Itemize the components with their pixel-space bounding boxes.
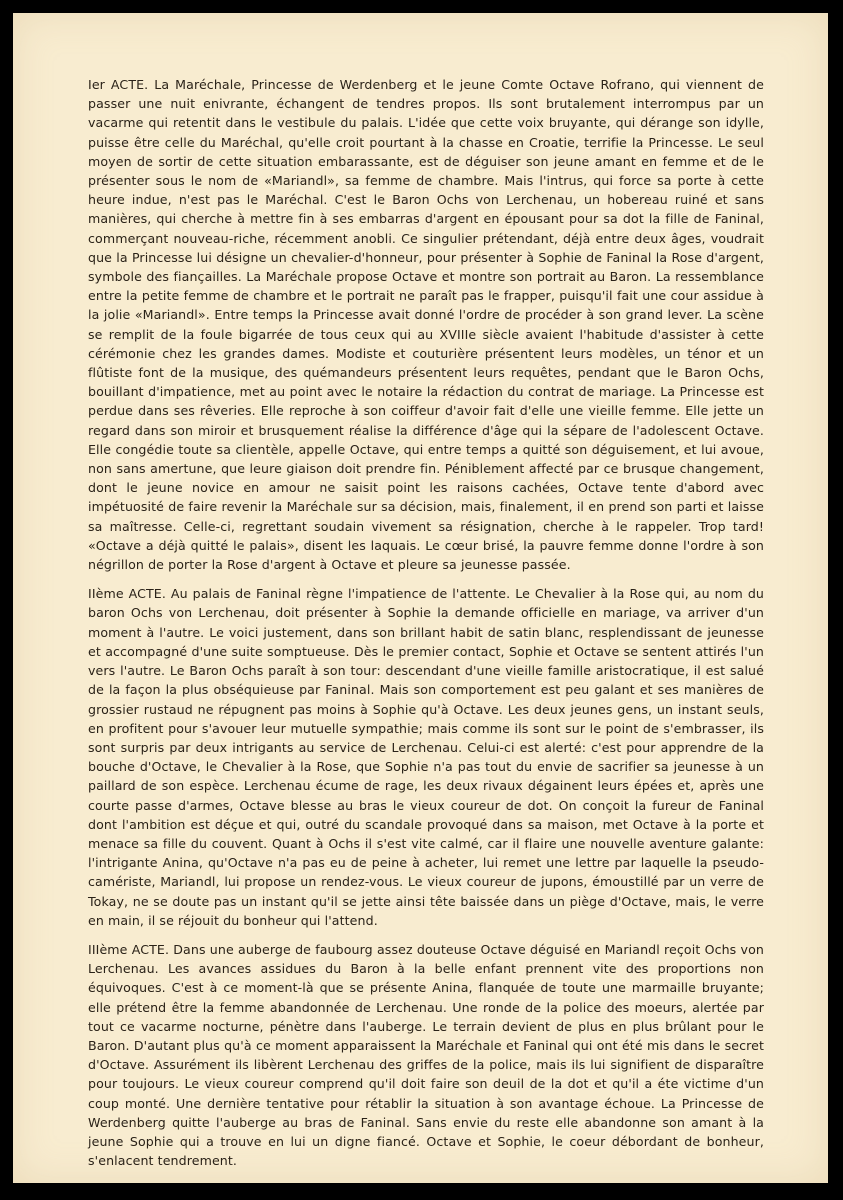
document-sheet (13, 13, 828, 1183)
act-2-paragraph: IIème ACTE. Au palais de Faninal règne l'impatience de l'attente. Le Chevalier à la Rose qui, au nom du baron Ochs von Lerchenau, doit présenter à Sophie la demande officielle en mariage, va arriver d'un moment à l'autre. Le voici justement, dans son brillant habit de satin blanc, resplendissant de jeunesse et accompagné d'une suite somptueuse. Dès le premier contact, Sophie et Octave se sentent attirés l'un vers l'autre. Le Baron Ochs paraît à son tour: descendant d'une vieille famille aristocratique, il est salué de la façon la plus obséquieuse par Faninal. Mais son comportement est peu galant et ses manières de grossier rustaud ne répugnent pas moins à Sophie qu'à Octave. Les deux jeunes gens, un instant seuls, en profitent pour s'avouer leur mutuelle sympathie; mais comme ils sont sur le point de s'embrasser, ils sont surpris par deux intrigants au service de Lerchenau. Celui-ci est alerté: c'est pour apprendre de la bouche d'Octave, le Chevalier à la Rose, que Sophie n'a pas tout du envie de sacrifier sa jeunesse à un paillard de son espèce. Lerchenau écume de rage, les deux rivaux dégainent leurs épées et, après une courte passe d'armes, Octave blesse au bras le vieux coureur de dot. On conçoit la fureur de Faninal dont l'ambition est déçue et qui, outré du scandale provoqué dans sa maison, met Octave à la porte et menace sa fille du couvent. Quant à Ochs il s'est vite calmé, car il flaire une nouvelle aventure galante: l'intrigante Anina, qu'Octave n'a pas eu de peine à acheter, lui remet une lettre par laquelle la pseudo-camériste, Mariandl, lui propose un rendez-vous. Le vieux coureur de jupons, émoustillé par un verre de Tokay, ne se doute pas un instant qu'il se jette ainsi tête baissée dans un piège d'Octave, mais, le verre en main, il se réjouit du bonheur qui l'attend. (88, 586, 764, 928)
synopsis-text (88, 75, 764, 1180)
act-3-paragraph: IIIème ACTE. Dans une auberge de faubourg assez douteuse Octave déguisé en Mariandl reçoit Ochs von Lerchenau. Les avances assidues du Baron à la belle enfant prennent vite des proportions non équivoques. C'est à ce moment-là que se présente Anina, flanquée de toute une marmaille bruyante; elle prétend être la femme abandonnée de Lerchenau. Une ronde de la police des moeurs, alertée par tout ce vacarme nocturne, pénètre dans l'auberge. Le terrain devient de plus en plus brûlant pour le Baron. D'autant plus qu'à ce moment apparaissent la Maréchale et Faninal qui ont été mis dans le secret d'Octave. Assurément ils libèrent Lerchenau des griffes de la police, mais ils lui signifient de disparaître pour toujours. Le vieux coureur comprend qu'il doit faire son deuil de la dot et qu'il a éte victime d'un coup monté. Une dernière tentative pour rétablir la situation à son avantage échoue. La Princesse de Werdenberg quitte l'auberge au bras de Faninal. Sans envie du reste elle abandonne son amant à la jeune Sophie qui a trouve en lui un digne fiancé. Octave et Sophie, le coeur débordant de bonheur, s'enlacent tendrement. (88, 941, 764, 1169)
act-1-paragraph: Ier ACTE. La Maréchale, Princesse de Werdenberg et le jeune Comte Octave Rofrano, qui viennent de passer une nuit enivrante, échangent de tendres propos. Ils sont brutalement interrompus par un vacarme qui retentit dans le vestibule du palais. L'idée que cette voix bruyante, qui dérange son idylle, puisse être celle du Maréchal, qu'elle croit pourtant à la chasse en Croatie, terrifie la Princesse. Le seul moyen de sortir de cette situation embarassante, est de déguiser son jeune amant en femme et de le présenter sous le nom de «Mariandl», sa femme de chambre. Mais l'intrus, qui force sa porte à cette heure indue, n'est pas le Maréchal. C'est le Baron Ochs von Lerchenau, un hobereau ruiné et sans manières, qui cherche à mettre fin à ses embarras d'argent en épousant pour sa dot la fille de Faninal, commerçant nouveau-riche, récemment anobli. Ce singulier prétendant, déjà entre deux âges, voudrait que la Princesse lui désigne un chevalier-d'honneur, pour présenter à Sophie de Faninal la Rose d'argent, symbole des fiançailles. La Maréchale propose Octave et montre son portrait au Baron. La ressemblance entre la petite femme de chambre et le portrait ne paraît pas le frapper, puisqu'il fait une cour assidue à la jolie «Mariandl». Entre temps la Princesse avait donné l'ordre de procéder à son grand lever. La scène se remplit de la foule bigarrée de tous ceux qui au XVIIIe siècle avaient l'habitude d'assister à cette cérémonie chez les grandes dames. Modiste et couturière présentent leurs modèles, un ténor et un flûtiste font de la musique, des quémandeurs présentent leurs requêtes, pendant que le Baron Ochs, bouillant d'impatience, met au point avec le notaire la rédaction du contrat de mariage. La Princesse est perdue dans ses rêveries. Elle reproche à son coiffeur d'avoir fait d'elle une vieille femme. Elle jette un regard dans son miroir et brusquement réalise la différence d'âge qui la sépare de l'adolescent Octave. Elle congédie toute sa clientèle, appelle Octave, qui entre temps a quitté son déguisement, et lui avoue, non sans amertune, que leure giaison doit prendre fin. Péniblement affecté par ce brusque changement, dont le jeune novice en amour ne saisit point les raisons cachées, Octave tente d'abord avec impétuosité de faire revenir la Maréchale sur sa décision, mais, finalement, il en prend son parti et laisse sa maîtresse. Celle-ci, regrettant soudain vivement sa résignation, cherche à le rappeler. Trop tard! «Octave a déjà quitté le palais», disent les laquais. Le cœur brisé, la pauvre femme donne l'ordre à son négrillon de porter la Rose d'argent à Octave et pleure sa jeunesse passée. (88, 77, 764, 573)
